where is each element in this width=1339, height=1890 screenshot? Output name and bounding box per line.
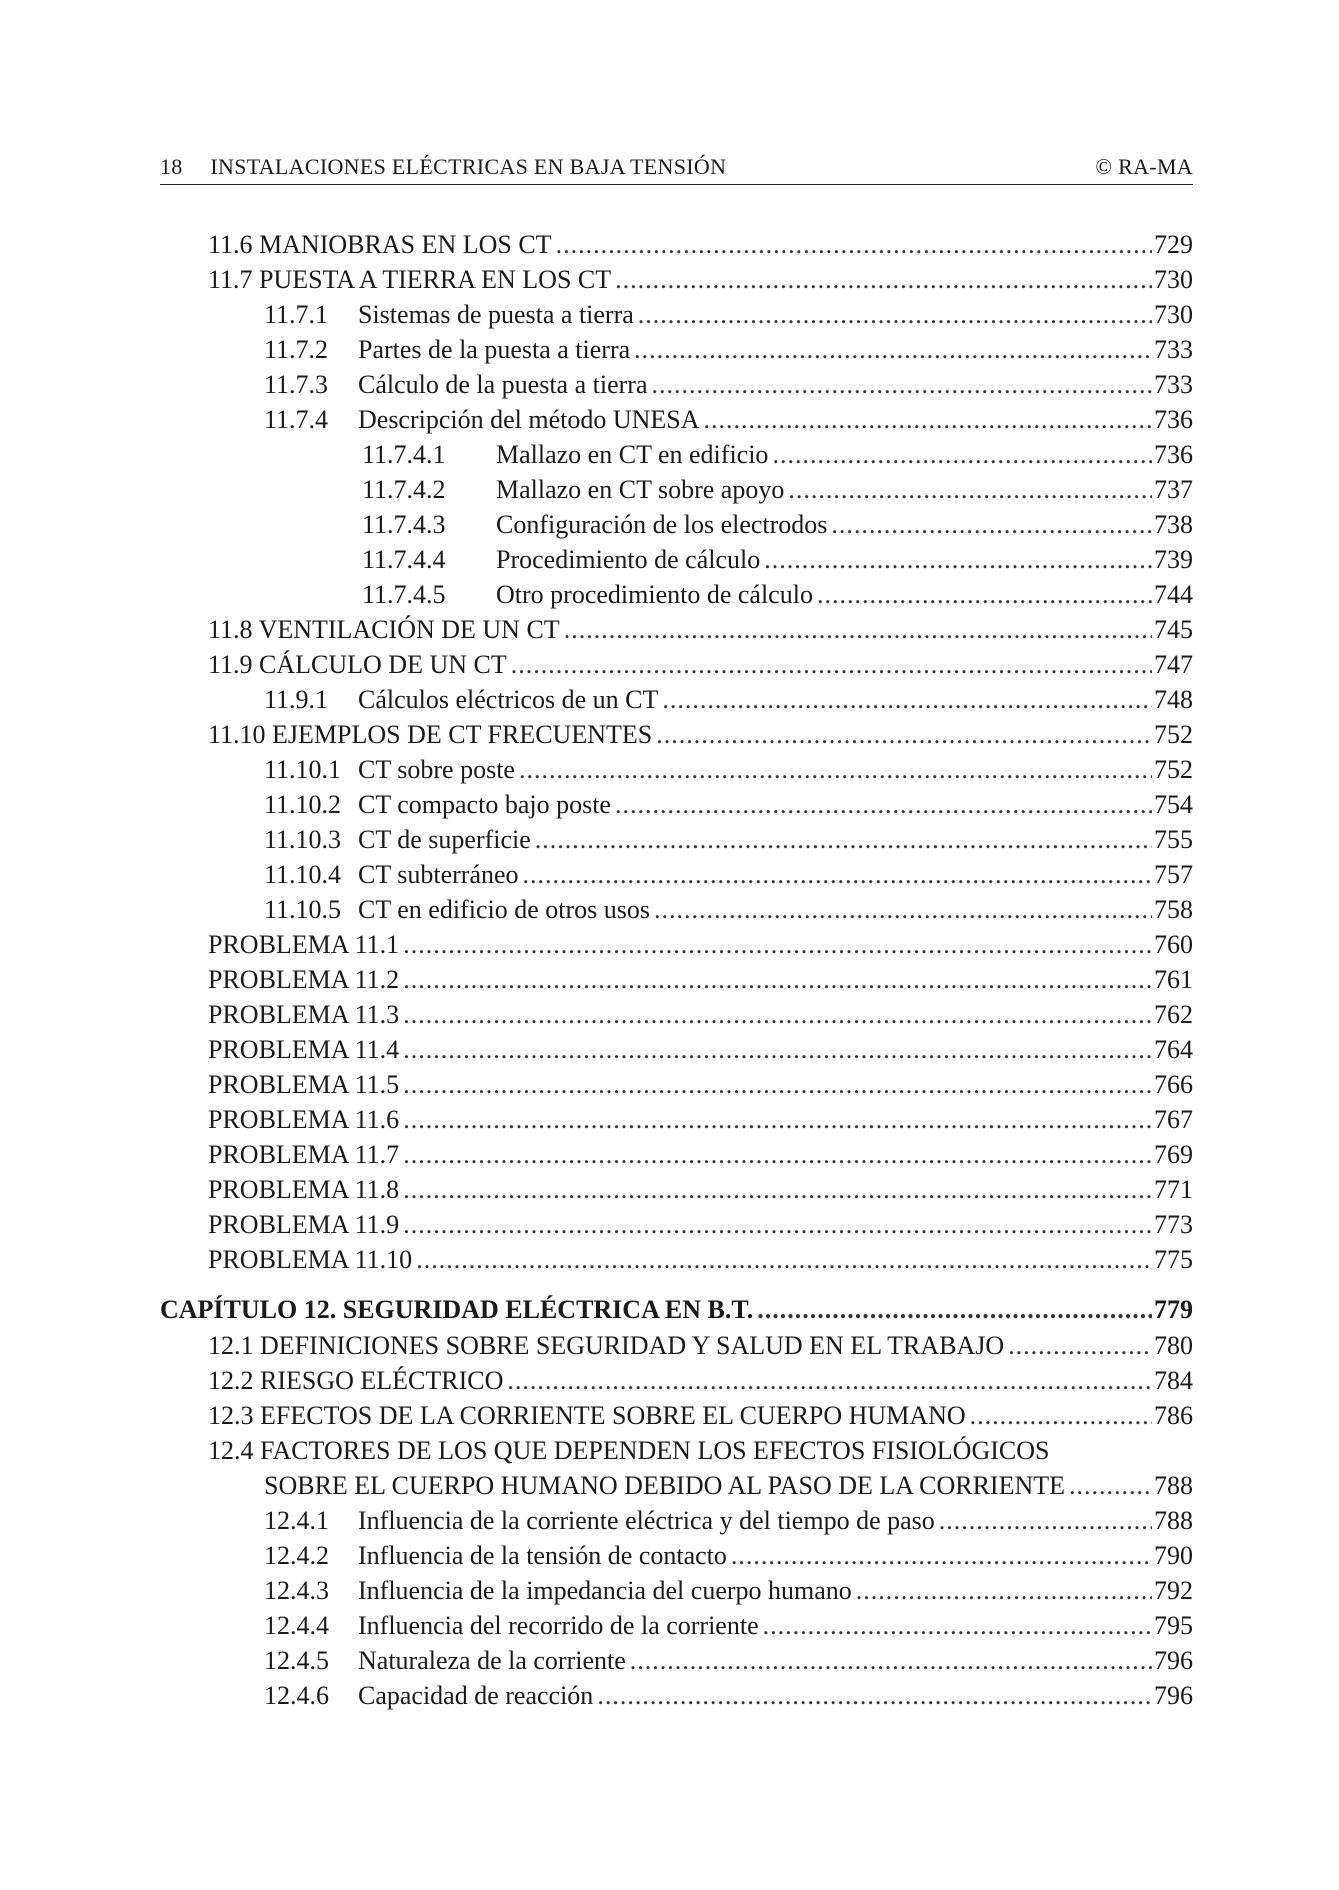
toc-entry-number: 11.9.1: [264, 685, 329, 714]
toc-entry-page: 736: [1154, 440, 1193, 469]
dot-leader: [403, 1210, 1152, 1240]
toc-entry[interactable]: [160, 930, 1193, 965]
dot-leader: [403, 1035, 1152, 1065]
toc-entry-page: 771: [1154, 1175, 1193, 1204]
toc-entry-title: Naturaleza de la corriente: [358, 1646, 626, 1675]
toc-entry-page: 762: [1154, 1000, 1193, 1029]
toc-entry-page: 733: [1154, 335, 1193, 364]
dot-leader: [654, 895, 1152, 925]
toc-entry-page: 754: [1154, 790, 1193, 819]
toc-chapter-entry[interactable]: [160, 1295, 1193, 1331]
dot-leader: [523, 860, 1152, 890]
dot-leader: [511, 650, 1152, 680]
toc-entry-title: PROBLEMA 11.2: [208, 965, 400, 994]
toc-entry-number: 12.4.1: [264, 1506, 329, 1535]
toc-entry-title: Mallazo en CT sobre apoyo: [496, 475, 785, 504]
dot-leader: [662, 685, 1152, 715]
toc-entry-page: 769: [1154, 1140, 1193, 1169]
dot-leader: [403, 930, 1152, 960]
dot-leader: [615, 265, 1152, 295]
toc-entry[interactable]: [160, 1576, 1193, 1611]
toc-entry-number: 11.7.4.1: [362, 440, 446, 469]
toc-entry-number: 12.4.5: [264, 1646, 329, 1675]
toc-entry-page: 788: [1154, 1471, 1193, 1500]
toc-entry-page: 736: [1154, 405, 1193, 434]
toc-entry[interactable]: [160, 580, 1193, 615]
toc-entry[interactable]: [160, 1401, 1193, 1436]
toc-entry-page: 792: [1154, 1576, 1193, 1605]
toc-entry-page: 730: [1154, 265, 1193, 294]
toc-entry[interactable]: [160, 1000, 1193, 1035]
toc-entry-title: Capacidad de reacción: [358, 1681, 594, 1710]
dot-leader: [757, 1295, 1152, 1325]
toc-entry-page: 786: [1154, 1401, 1193, 1430]
dot-leader: [638, 300, 1152, 330]
toc-entry-page: 784: [1154, 1366, 1193, 1395]
toc-entry-title: PROBLEMA 11.4: [208, 1035, 400, 1064]
toc-entry-title: PROBLEMA 11.7: [208, 1140, 400, 1169]
toc-entry[interactable]: [160, 615, 1193, 650]
toc-entry-title: Procedimiento de cálculo: [496, 545, 761, 574]
toc-entry-page: 744: [1154, 580, 1193, 609]
toc-entry-page: 752: [1154, 755, 1193, 784]
toc-entry-title: CT sobre poste: [358, 755, 515, 784]
page-number: 18: [160, 154, 183, 179]
toc-entry[interactable]: [160, 1471, 1193, 1506]
toc-entry[interactable]: [160, 860, 1193, 895]
toc-entry-title: CT subterráneo: [358, 860, 519, 889]
dot-leader: [564, 615, 1152, 645]
toc-entry-number: 11.7.1: [264, 300, 329, 329]
toc-entry-title: Otro procedimiento de cálculo: [496, 580, 813, 609]
toc-entry-title: 11.9 CÁLCULO DE UN CT: [208, 650, 507, 679]
toc-entry-page: 748: [1154, 685, 1193, 714]
toc-entry-title: Configuración de los electrodos: [496, 510, 828, 539]
toc-entry[interactable]: [160, 1366, 1193, 1401]
toc-entry-title: 11.8 VENTILACIÓN DE UN CT: [208, 615, 560, 644]
toc-entry[interactable]: [160, 1175, 1193, 1210]
toc-entry-title: PROBLEMA 11.3: [208, 1000, 400, 1029]
toc-entry-number: 11.7.2: [264, 335, 329, 364]
toc-entry-number: 12.4.3: [264, 1576, 329, 1605]
dot-leader: [507, 1366, 1152, 1396]
toc-entry[interactable]: [160, 1070, 1193, 1105]
toc-entry-number: 11.10.3: [264, 825, 342, 854]
dot-leader: [763, 1611, 1152, 1641]
toc-entry-page: 760: [1154, 930, 1193, 959]
toc-entry-number: 12.4.6: [264, 1681, 329, 1710]
dot-leader: [656, 720, 1152, 750]
toc-entry[interactable]: [160, 1646, 1193, 1681]
toc-entry-title: CT compacto bajo poste: [358, 790, 611, 819]
toc-entry-page: 788: [1154, 1506, 1193, 1535]
dot-leader: [416, 1245, 1152, 1275]
toc-entry-title: Partes de la puesta a tierra: [358, 335, 631, 364]
toc-entry[interactable]: [160, 790, 1193, 825]
toc-entry-number: 11.7.3: [264, 370, 329, 399]
dot-leader: [831, 510, 1152, 540]
toc-entry-title: SOBRE EL CUERPO HUMANO DEBIDO AL PASO DE LA CORRIENTE: [264, 1471, 1065, 1500]
toc-entry[interactable]: [160, 1245, 1193, 1280]
toc-entry-page: 764: [1154, 1035, 1193, 1064]
page-header: [160, 150, 1193, 185]
dot-leader: [403, 1070, 1152, 1100]
toc-entry[interactable]: [160, 1105, 1193, 1140]
toc-entry-title: 12.1 DEFINICIONES SOBRE SEGURIDAD Y SALUD EN EL TRABAJO: [208, 1331, 1005, 1360]
toc-entry-page: 738: [1154, 510, 1193, 539]
toc-entry-title: Sistemas de puesta a tierra: [358, 300, 634, 329]
toc-entry-title: PROBLEMA 11.6: [208, 1105, 400, 1134]
toc-entry-page: 733: [1154, 370, 1193, 399]
dot-leader: [817, 580, 1152, 610]
toc-entry[interactable]: [160, 1140, 1193, 1175]
toc-entry[interactable]: [160, 755, 1193, 790]
toc-entry-title: Mallazo en CT en edificio: [496, 440, 769, 469]
toc-entry-page: 758: [1154, 895, 1193, 924]
toc-entry-title: 12.2 RIESGO ELÉCTRICO: [208, 1366, 504, 1395]
toc-entry[interactable]: [160, 370, 1193, 405]
toc-entry-page: 745: [1154, 615, 1193, 644]
dot-leader: [772, 440, 1152, 470]
toc-entry[interactable]: [160, 1436, 1193, 1471]
toc-entry-title: Influencia de la tensión de contacto: [358, 1541, 727, 1570]
toc-entry-page: 779: [1154, 1295, 1193, 1324]
toc-entry[interactable]: [160, 440, 1193, 475]
toc-entry-title: PROBLEMA 11.10: [208, 1245, 413, 1274]
toc-entry-number: 11.7.4.4: [362, 545, 446, 574]
toc-entry-title: PROBLEMA 11.5: [208, 1070, 400, 1099]
toc-entry[interactable]: [160, 475, 1193, 510]
toc-entry-page: 747: [1154, 650, 1193, 679]
toc-entry-number: 11.10.1: [264, 755, 342, 784]
toc-entry[interactable]: [160, 1681, 1193, 1716]
toc-entry-title: PROBLEMA 11.9: [208, 1210, 400, 1239]
toc-entry-title: PROBLEMA 11.8: [208, 1175, 400, 1204]
dot-leader: [856, 1576, 1152, 1606]
toc-entry-page: 737: [1154, 475, 1193, 504]
toc-entry-title: 11.6 MANIOBRAS EN LOS CT: [208, 230, 552, 259]
dot-leader: [731, 1541, 1152, 1571]
dot-leader: [519, 755, 1152, 785]
running-header-left: [160, 154, 726, 180]
toc-entry-title: CAPÍTULO 12. SEGURIDAD ELÉCTRICA EN B.T.: [160, 1295, 754, 1324]
toc-entry-page: 766: [1154, 1070, 1193, 1099]
toc-entry-number: 11.7.4.3: [362, 510, 446, 539]
toc-entry-number: 11.10.2: [264, 790, 342, 819]
toc-entry[interactable]: [160, 230, 1193, 265]
dot-leader: [403, 1140, 1152, 1170]
dot-leader: [535, 825, 1152, 855]
dot-leader: [403, 965, 1152, 995]
dot-leader: [704, 405, 1152, 435]
dot-leader: [403, 1175, 1152, 1205]
dot-leader: [1008, 1331, 1152, 1361]
toc-entry[interactable]: [160, 965, 1193, 1000]
toc-entry-page: 780: [1154, 1331, 1193, 1360]
dot-leader: [1069, 1471, 1152, 1501]
toc-entry-number: 11.7.4: [264, 405, 329, 434]
toc-entry-title: Influencia de la impedancia del cuerpo humano: [358, 1576, 852, 1605]
toc-entry[interactable]: [160, 825, 1193, 860]
toc-entry-page: 739: [1154, 545, 1193, 574]
toc-entry-title: PROBLEMA 11.1: [208, 930, 400, 959]
toc-entry-page: 757: [1154, 860, 1193, 889]
toc-entry-title: 12.3 EFECTOS DE LA CORRIENTE SOBRE EL CUERPO HUMANO: [208, 1401, 966, 1430]
toc-entry[interactable]: [160, 895, 1193, 930]
dot-leader: [970, 1401, 1152, 1431]
toc-entry[interactable]: [160, 405, 1193, 440]
toc-entry-page: 729: [1154, 230, 1193, 259]
toc-entry-page: 775: [1154, 1245, 1193, 1274]
dot-leader: [764, 545, 1152, 575]
toc-entry[interactable]: [160, 265, 1193, 300]
toc-entry[interactable]: [160, 1035, 1193, 1070]
toc-entry-title: Cálculos eléctricos de un CT: [358, 685, 659, 714]
toc-entry-title: CT de superficie: [358, 825, 531, 854]
toc-entry-page: 767: [1154, 1105, 1193, 1134]
table-of-contents: [160, 230, 1193, 1716]
toc-entry-title: Influencia de la corriente eléctrica y del tiempo de paso: [358, 1506, 935, 1535]
toc-entry[interactable]: [160, 685, 1193, 720]
dot-leader: [403, 1105, 1152, 1135]
dot-leader: [403, 1000, 1152, 1030]
toc-entry[interactable]: [160, 300, 1193, 335]
toc-entry-number: 11.7.4.2: [362, 475, 446, 504]
toc-entry-page: 761: [1154, 965, 1193, 994]
toc-entry-title: 12.4 FACTORES DE LOS QUE DEPENDEN LOS EFECTOS FISIOLÓGICOS: [208, 1436, 1050, 1465]
dot-leader: [634, 335, 1152, 365]
toc-entry-page: 755: [1154, 825, 1193, 854]
toc-entry[interactable]: [160, 335, 1193, 370]
toc-entry[interactable]: [160, 1331, 1193, 1366]
toc-entry-page: 796: [1154, 1646, 1193, 1675]
toc-entry[interactable]: [160, 545, 1193, 580]
toc-entry-page: 773: [1154, 1210, 1193, 1239]
toc-entry-page: 796: [1154, 1681, 1193, 1710]
toc-entry-number: 11.10.4: [264, 860, 342, 889]
toc-entry-number: 11.7.4.5: [362, 580, 446, 609]
toc-entry-number: 12.4.2: [264, 1541, 329, 1570]
dot-leader: [597, 1681, 1152, 1711]
toc-entry[interactable]: [160, 510, 1193, 545]
dot-leader: [651, 370, 1152, 400]
toc-entry-title: 11.7 PUESTA A TIERRA EN LOS CT: [208, 265, 612, 294]
toc-entry-title: CT en edificio de otros usos: [358, 895, 650, 924]
toc-entry[interactable]: [160, 1611, 1193, 1646]
dot-leader: [939, 1506, 1152, 1536]
toc-entry-title: Descripción del método UNESA: [358, 405, 700, 434]
toc-entry-page: 795: [1154, 1611, 1193, 1640]
toc-entry-page: 790: [1154, 1541, 1193, 1570]
dot-leader: [615, 790, 1152, 820]
dot-leader: [556, 230, 1152, 260]
toc-entry[interactable]: [160, 1506, 1193, 1541]
toc-entry-title: Influencia del recorrido de la corriente: [358, 1611, 759, 1640]
dot-leader: [788, 475, 1152, 505]
toc-entry-number: 12.4.4: [264, 1611, 329, 1640]
toc-entry[interactable]: [160, 1210, 1193, 1245]
toc-entry-title: 11.10 EJEMPLOS DE CT FRECUENTES: [208, 720, 653, 749]
toc-entry[interactable]: [160, 1541, 1193, 1576]
publisher-mark: © RA-MA: [1095, 154, 1193, 179]
toc-entry[interactable]: [160, 720, 1193, 755]
toc-entry-page: 730: [1154, 300, 1193, 329]
book-title: INSTALACIONES ELÉCTRICAS EN BAJA TENSIÓN: [210, 154, 727, 179]
toc-entry-number: 11.10.5: [264, 895, 342, 924]
dot-leader: [630, 1646, 1152, 1676]
toc-entry-page: 752: [1154, 720, 1193, 749]
toc-entry-title: Cálculo de la puesta a tierra: [358, 370, 648, 399]
toc-entry[interactable]: [160, 650, 1193, 685]
